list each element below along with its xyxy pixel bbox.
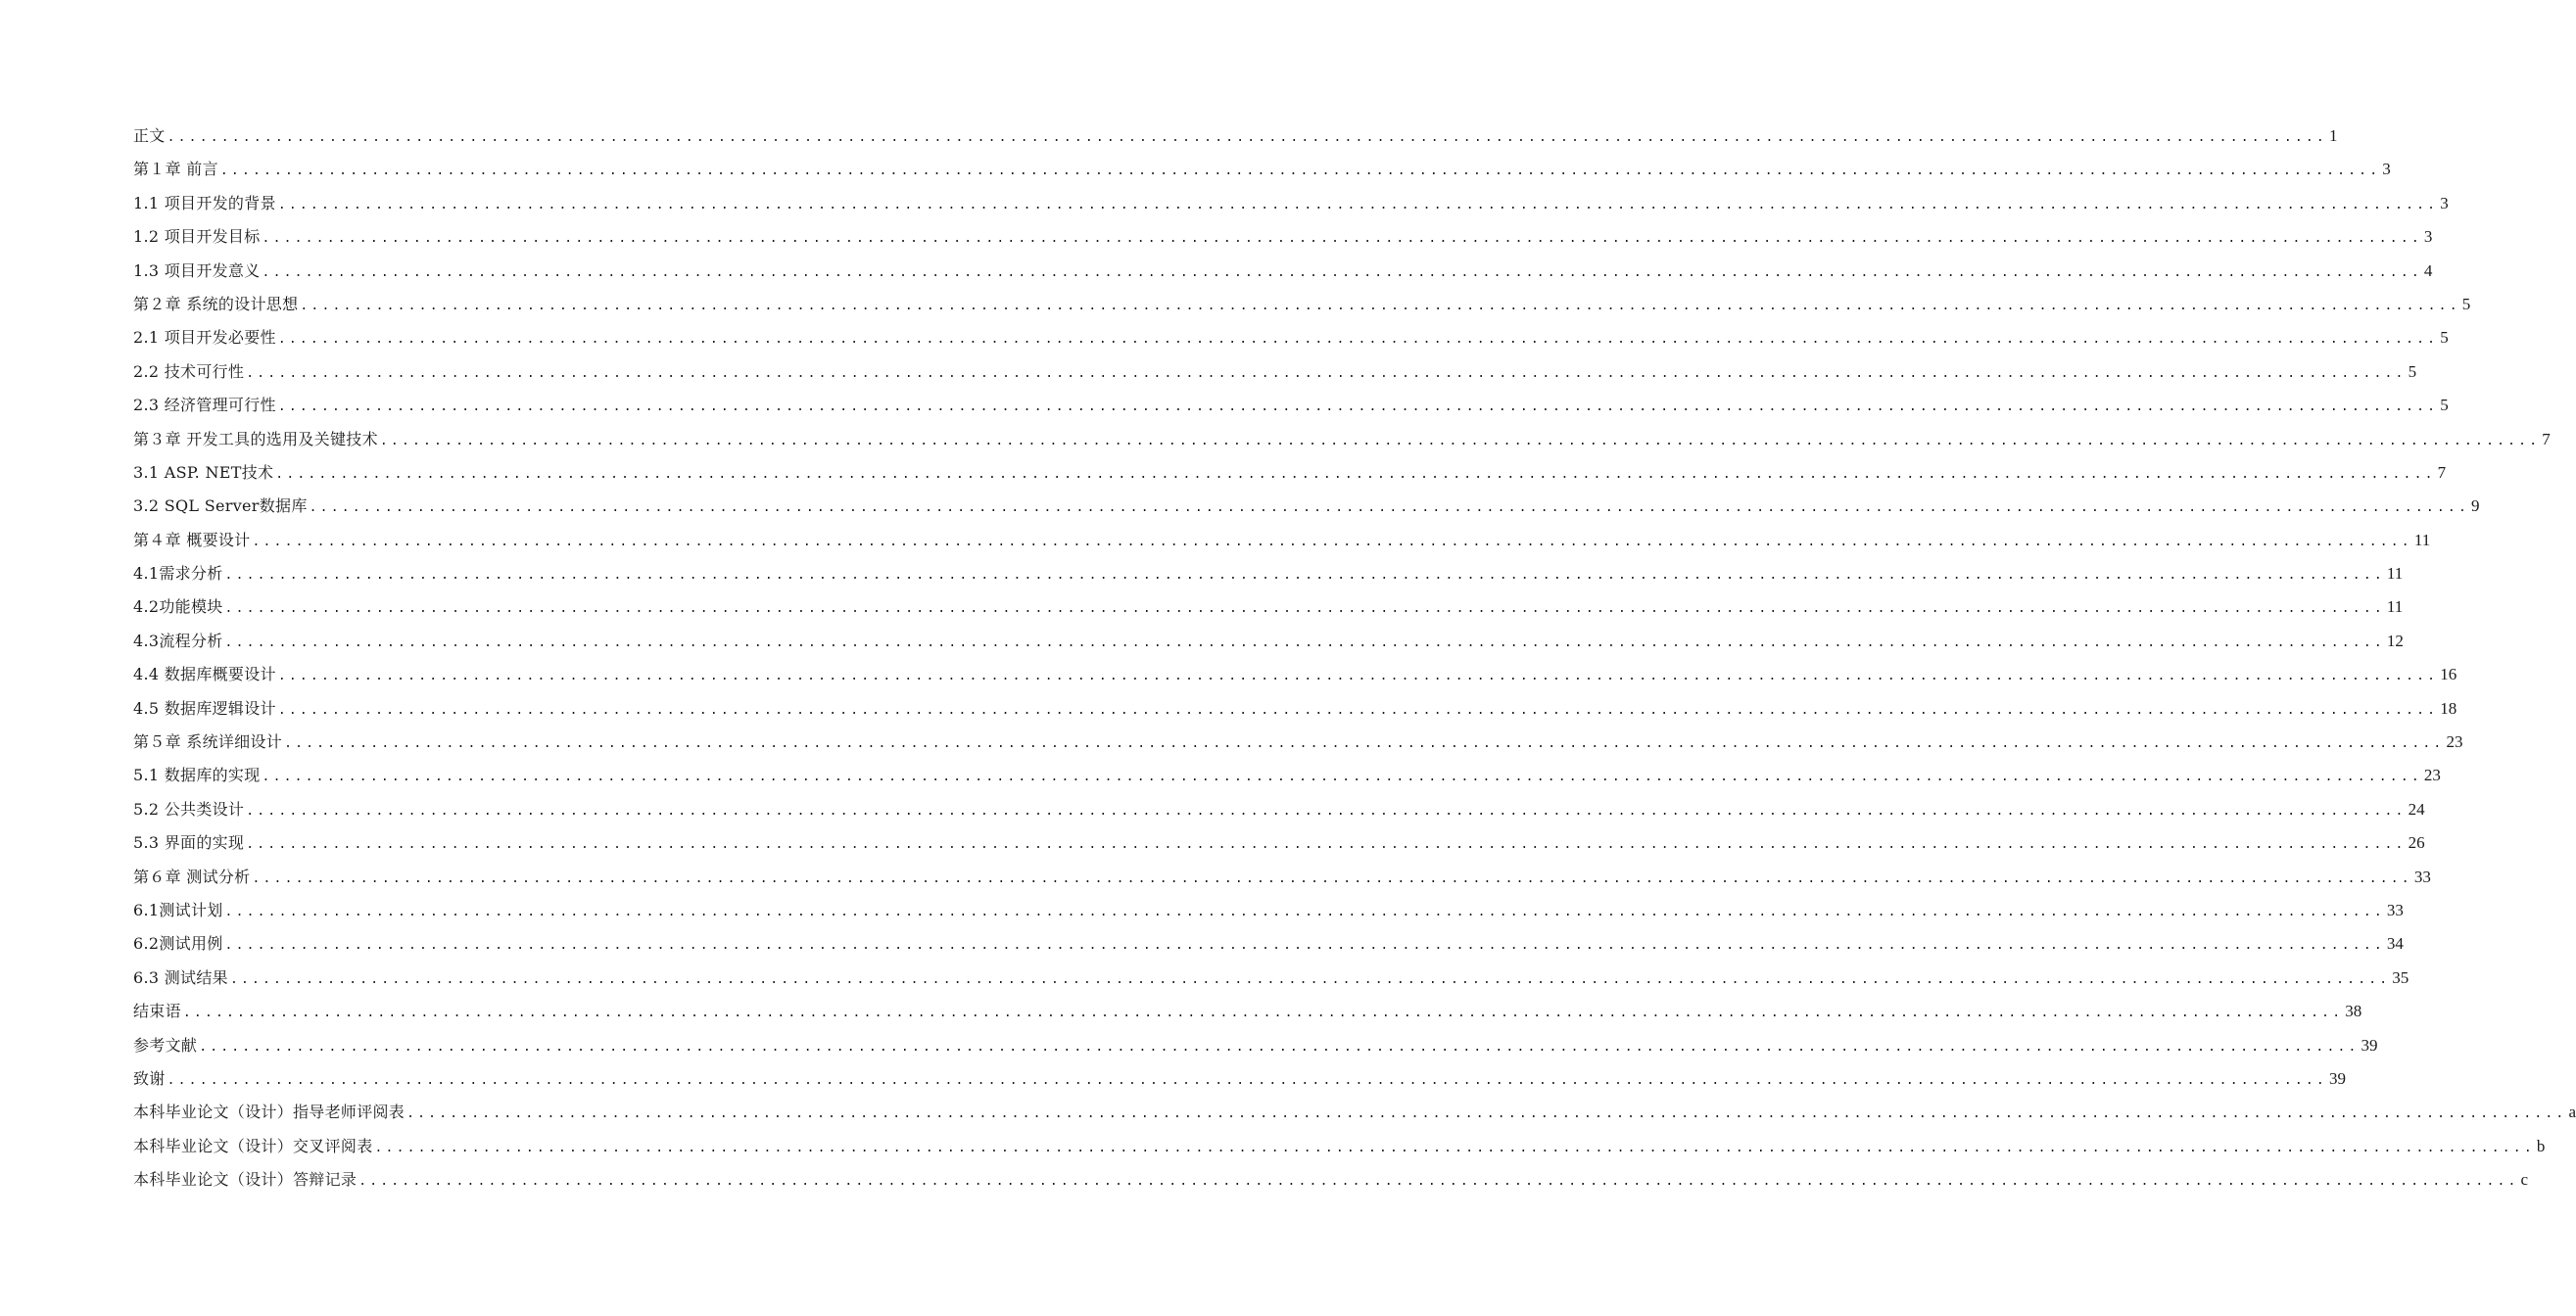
toc-entry-page: 39	[2328, 1068, 2346, 1088]
toc-entry-title: 本科毕业论文（设计）答辩记录	[133, 1170, 358, 1190]
toc-entry[interactable]	[133, 726, 2463, 759]
toc-entry-title: 正文	[133, 126, 166, 145]
toc-entry-title: 6.1测试计划	[133, 900, 223, 919]
toc-entry[interactable]	[133, 389, 2449, 422]
toc-entry-page: 38	[2345, 1002, 2362, 1021]
toc-entry-page: 23	[2423, 766, 2441, 785]
toc-entry-title: 5.3 界面的实现	[133, 833, 245, 853]
toc-entry-page: 39	[2361, 1035, 2378, 1055]
toc-dot-leader: ........................................................................................................................................................................................................	[246, 365, 2407, 381]
toc-entry-title: 第６章 测试分析	[133, 867, 251, 886]
toc-dot-leader: ........................................................................................................................................................................................................	[406, 1106, 2567, 1122]
toc-entry[interactable]	[133, 220, 2433, 254]
toc-entry-page: 4	[2423, 260, 2433, 280]
toc-entry-title: 1.2 项目开发目标	[133, 227, 261, 247]
toc-entry[interactable]	[133, 1096, 2576, 1129]
toc-dot-leader: ........................................................................................................................................................................................................	[284, 736, 2445, 752]
toc-entry-title: 本科毕业论文（设计）指导老师评阅表	[133, 1103, 405, 1122]
toc-entry[interactable]	[133, 187, 2449, 220]
toc-entry-title: 5.1 数据库的实现	[133, 766, 261, 785]
toc-entry-page: 7	[2437, 462, 2447, 482]
toc-dot-leader: ........................................................................................................................................................................................................	[309, 500, 2469, 516]
toc-entry-page: 35	[2392, 967, 2409, 987]
toc-entry-page: 5	[2440, 328, 2449, 348]
toc-entry[interactable]	[133, 658, 2457, 691]
toc-entry[interactable]	[133, 119, 2338, 153]
toc-entry[interactable]	[133, 1029, 2378, 1062]
toc-entry-title: 参考文献	[133, 1035, 198, 1055]
toc-dot-leader: ........................................................................................................................................................................................................	[167, 1072, 2327, 1088]
toc-entry-title: 第３章 开发工具的选用及关键技术	[133, 429, 378, 448]
toc-entry-page: 33	[2386, 900, 2404, 919]
toc-entry-page: 3	[2423, 227, 2433, 247]
toc-entry[interactable]	[133, 1062, 2346, 1096]
toc-entry-title: 第５章 系统详细设计	[133, 732, 283, 752]
toc-dot-leader: ........................................................................................................................................................................................................	[246, 803, 2407, 819]
toc-entry-title: 3.2 SQL Server数据库	[133, 496, 308, 516]
toc-dot-leader: ........................................................................................................................................................................................................	[224, 938, 2385, 954]
toc-dot-leader: ........................................................................................................................................................................................................	[252, 534, 2412, 549]
toc-dot-leader: ........................................................................................................................................................................................................	[252, 870, 2412, 886]
toc-entry-title: 4.1需求分析	[133, 564, 223, 584]
toc-dot-leader: ........................................................................................................................................................................................................	[277, 400, 2439, 415]
toc-entry-title: 4.2功能模块	[133, 597, 223, 617]
toc-entry[interactable]	[133, 288, 2471, 321]
toc-dot-leader: ........................................................................................................................................................................................................	[262, 770, 2422, 785]
toc-entry-title: 第２章 系统的设计思想	[133, 294, 299, 313]
toc-entry[interactable]	[133, 625, 2404, 658]
toc-entry-title: 2.3 经济管理可行性	[133, 396, 276, 415]
toc-entry-title: 4.5 数据库逻辑设计	[133, 698, 276, 718]
toc-entry[interactable]	[133, 1163, 2529, 1197]
toc-entry[interactable]	[133, 490, 2480, 523]
toc-entry-page: 12	[2386, 631, 2404, 650]
toc-dot-leader: ........................................................................................................................................................................................................	[224, 904, 2385, 919]
toc-dot-leader: ........................................................................................................................................................................................................	[199, 1039, 2360, 1055]
toc-entry-page: 9	[2471, 496, 2480, 516]
toc-entry-page: 26	[2408, 833, 2425, 853]
toc-entry-title: 4.4 数据库概要设计	[133, 665, 276, 684]
toc-entry-page: 18	[2440, 698, 2457, 718]
toc-entry[interactable]	[133, 962, 2409, 995]
toc-entry-page: 1	[2328, 126, 2338, 145]
table-of-contents	[133, 119, 2576, 1198]
toc-dot-leader: ........................................................................................................................................................................................................	[277, 332, 2439, 348]
toc-entry-title: 致谢	[133, 1068, 166, 1088]
toc-entry-page: 24	[2408, 799, 2425, 819]
toc-dot-leader: ........................................................................................................................................................................................................	[300, 298, 2460, 313]
toc-entry-title: 3.1 ASP. NET技术	[133, 462, 274, 482]
toc-entry-title: 4.3流程分析	[133, 631, 223, 650]
toc-entry[interactable]	[133, 355, 2417, 389]
toc-entry[interactable]	[133, 894, 2404, 927]
toc-entry-title: 第４章 概要设计	[133, 530, 251, 549]
toc-entry[interactable]	[133, 793, 2425, 826]
toc-entry-page: a	[2568, 1103, 2576, 1122]
toc-dot-leader: ........................................................................................................................................................................................................	[224, 568, 2385, 584]
toc-entry-page: 11	[2386, 564, 2404, 584]
toc-dot-leader: ........................................................................................................................................................................................................	[182, 1006, 2344, 1021]
toc-entry-page: 7	[2542, 429, 2551, 448]
toc-entry-page: 11	[2413, 530, 2431, 549]
toc-entry[interactable]	[133, 692, 2457, 726]
toc-entry-title: 1.3 项目开发意义	[133, 260, 261, 280]
toc-entry-page: 33	[2413, 867, 2431, 886]
toc-dot-leader: ........................................................................................................................................................................................................	[277, 197, 2439, 212]
toc-entry-page: 23	[2446, 732, 2463, 752]
toc-entry-title: 1.1 项目开发的背景	[133, 193, 276, 212]
toc-entry[interactable]	[133, 557, 2404, 590]
toc-entry[interactable]	[133, 456, 2447, 490]
toc-entry-title: 结束语	[133, 1002, 181, 1021]
toc-dot-leader: ........................................................................................................................................................................................................	[224, 634, 2385, 650]
toc-dot-leader: ........................................................................................................................................................................................................	[246, 837, 2407, 853]
toc-dot-leader: ........................................................................................................................................................................................................	[374, 1140, 2535, 1155]
toc-entry[interactable]	[133, 590, 2404, 624]
toc-entry-title: 本科毕业论文（设计）交叉评阅表	[133, 1136, 373, 1155]
toc-dot-leader: ........................................................................................................................................................................................................	[262, 231, 2422, 247]
toc-entry-page: 11	[2386, 597, 2404, 617]
toc-dot-leader: ........................................................................................................................................................................................................	[379, 433, 2541, 448]
toc-dot-leader: ........................................................................................................................................................................................................	[219, 164, 2381, 179]
toc-dot-leader: ........................................................................................................................................................................................................	[229, 971, 2391, 987]
toc-entry-title: 6.2测试用例	[133, 934, 223, 954]
toc-entry[interactable]	[133, 524, 2431, 557]
toc-dot-leader: ........................................................................................................................................................................................................	[277, 702, 2439, 718]
toc-dot-leader: ........................................................................................................................................................................................................	[167, 130, 2327, 145]
toc-entry[interactable]	[133, 423, 2551, 456]
toc-entry[interactable]	[133, 995, 2362, 1028]
toc-dot-leader: ........................................................................................................................................................................................................	[262, 264, 2422, 280]
toc-entry-page: 3	[2382, 160, 2391, 179]
toc-dot-leader: ........................................................................................................................................................................................................	[358, 1174, 2519, 1190]
toc-entry-title: 5.2 公共类设计	[133, 799, 245, 819]
toc-entry[interactable]	[133, 153, 2391, 186]
toc-entry-page: 5	[2408, 361, 2417, 381]
toc-dot-leader: ........................................................................................................................................................................................................	[224, 601, 2385, 617]
toc-entry-title: 6.3 测试结果	[133, 967, 228, 987]
toc-entry-page: 16	[2440, 665, 2457, 684]
toc-entry-page: b	[2536, 1136, 2546, 1155]
toc-entry-title: 2.1 项目开发必要性	[133, 328, 276, 348]
toc-dot-leader: ........................................................................................................................................................................................................	[275, 466, 2436, 482]
toc-entry[interactable]	[133, 255, 2433, 288]
toc-entry[interactable]	[133, 759, 2441, 792]
toc-entry-page: 5	[2461, 294, 2471, 313]
toc-entry[interactable]	[133, 826, 2425, 860]
toc-entry-title: 第１章 前言	[133, 160, 218, 179]
toc-dot-leader: ........................................................................................................................................................................................................	[277, 669, 2439, 684]
toc-entry[interactable]	[133, 861, 2431, 894]
toc-entry-title: 2.2 技术可行性	[133, 361, 245, 381]
toc-entry-page: 5	[2440, 396, 2449, 415]
toc-entry-page: 34	[2386, 934, 2404, 954]
toc-entry[interactable]	[133, 1130, 2546, 1163]
toc-entry-page: c	[2520, 1170, 2529, 1190]
toc-entry[interactable]	[133, 321, 2449, 354]
toc-entry[interactable]	[133, 927, 2404, 961]
toc-entry-page: 3	[2440, 193, 2449, 212]
